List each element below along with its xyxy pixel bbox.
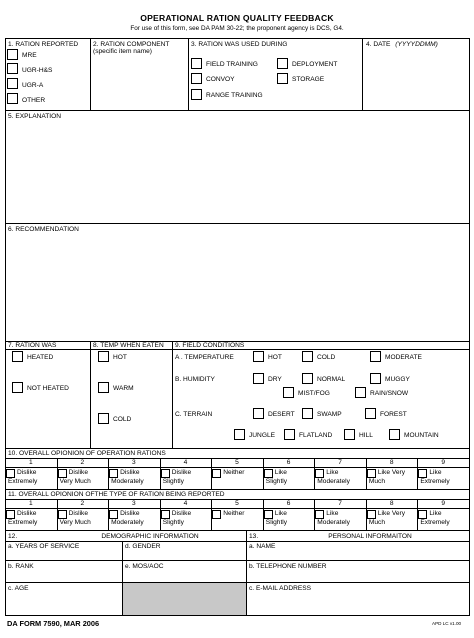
normal-label: NORMAL xyxy=(317,376,346,383)
cond-hot-checkbox[interactable] xyxy=(253,351,264,362)
dry-label: DRY xyxy=(268,376,282,383)
q11-number-7: 7 xyxy=(338,500,342,507)
block11-label: 11. OVERALL OPIONION OFTHE TYPE OF RATION BEING REPORTED xyxy=(8,491,225,498)
q11-option-7-checkbox[interactable] xyxy=(315,510,324,519)
q10-option-7-label1: Like xyxy=(326,469,339,476)
q10-option-6-checkbox[interactable] xyxy=(264,469,273,478)
block2-sublabel: (specific item name) xyxy=(93,48,152,55)
block5-label: 5. EXPLANATION xyxy=(8,113,62,120)
terrain-label: C. TERRAIN xyxy=(175,411,213,418)
q10-option-8-label2: Much xyxy=(368,478,386,485)
mos-aoc-label: e. MOS/AOC xyxy=(125,563,164,570)
flatland-checkbox[interactable] xyxy=(284,429,295,440)
q10-option-4-label1: Dislike xyxy=(171,469,192,476)
form-subtitle: For use of this form, see DA PAM 30-22; the proponent agency is DCS, G4. xyxy=(130,25,344,32)
ugr-a-label: UGR-A xyxy=(22,82,44,89)
temperature-label: A . TEMPERATURE xyxy=(175,354,234,361)
ration-component-field[interactable] xyxy=(91,56,187,109)
forest-label: FOREST xyxy=(380,411,407,418)
ugr-hs-checkbox[interactable] xyxy=(7,63,18,74)
q11-option-7-label1: Like xyxy=(326,510,339,517)
q10-option-9-label2: Extremely xyxy=(420,478,450,485)
other-label: OTHER xyxy=(22,97,46,104)
not-heated-label: NOT HEATED xyxy=(27,385,69,392)
ugr-a-checkbox[interactable] xyxy=(7,78,18,89)
q10-number-4: 4 xyxy=(183,459,188,466)
email-field[interactable] xyxy=(247,593,468,614)
hot-temp-label: HOT xyxy=(113,354,127,361)
rank-label: b. RANK xyxy=(8,563,34,570)
deployment-checkbox[interactable] xyxy=(277,58,288,69)
q10-number-9: 9 xyxy=(441,459,446,466)
q11-option-8-label1: Like Very xyxy=(377,510,406,517)
q11-option-7-label2: Moderately xyxy=(317,519,350,526)
years-of-service-label: a. YEARS OF SERVICE xyxy=(8,543,80,550)
name-label: a. NAME xyxy=(249,543,276,550)
muggy-checkbox[interactable] xyxy=(370,373,381,384)
dry-checkbox[interactable] xyxy=(253,373,264,384)
q11-number-1: 1 xyxy=(28,500,33,507)
q10-option-8-checkbox[interactable] xyxy=(367,469,376,478)
mist-fog-checkbox[interactable] xyxy=(283,387,294,398)
cold-temp-checkbox[interactable] xyxy=(98,413,109,424)
block9-label: 9. FIELD CONDITIONS xyxy=(175,342,245,349)
recommendation-field[interactable] xyxy=(6,234,469,340)
q11-option-9-label2: Extremely xyxy=(420,519,450,526)
hill-checkbox[interactable] xyxy=(344,429,355,440)
q10-option-6-label1: Like xyxy=(274,469,287,476)
q10-option-9-checkbox[interactable] xyxy=(418,469,427,478)
q10-number-2: 2 xyxy=(80,459,85,466)
rain-snow-label: RAIN/SNOW xyxy=(370,390,409,397)
block7-label: 7. RATION WAS xyxy=(8,342,57,349)
q10-option-1-label2: Extremely xyxy=(8,478,38,485)
convoy-checkbox[interactable] xyxy=(191,73,202,84)
q10-option-7-label2: Moderately xyxy=(317,478,350,485)
cond-cold-checkbox[interactable] xyxy=(302,351,313,362)
cold-temp-label: COLD xyxy=(113,416,132,423)
date-format-hint: (YYYYDDMM) xyxy=(395,41,438,48)
q11-option-8-label2: Much xyxy=(368,519,386,526)
q10-option-3-checkbox[interactable] xyxy=(109,469,118,478)
q10-number-7: 7 xyxy=(338,459,342,466)
q10-option-5-checkbox[interactable] xyxy=(212,469,221,478)
form-title: OPERATIONAL RATION QUALITY FEEDBACK xyxy=(140,13,334,23)
q11-option-9-checkbox[interactable] xyxy=(418,510,427,519)
q11-option-8-checkbox[interactable] xyxy=(367,510,376,519)
q10-option-2-label2: Very Much xyxy=(59,478,91,485)
hot-temp-checkbox[interactable] xyxy=(98,351,109,362)
q11-option-1-checkbox[interactable] xyxy=(6,510,15,519)
rank-field[interactable] xyxy=(6,571,121,581)
q11-number-8: 8 xyxy=(389,500,394,507)
right-border xyxy=(469,38,470,615)
form-version: APD LC v1.00 xyxy=(432,621,462,626)
block8-label: 8. TEMP WHEN EATEN xyxy=(93,342,164,349)
block1-label: 1. RATION REPORTED xyxy=(8,41,79,48)
mountain-label: MOUNTAIN xyxy=(404,432,439,439)
q10-option-4-label2: Slightly xyxy=(162,478,184,485)
field-training-checkbox[interactable] xyxy=(191,58,202,69)
q10-option-3-label1: Dislike xyxy=(120,469,140,476)
q11-option-6-label1: Like xyxy=(274,510,287,517)
age-label: c. AGE xyxy=(8,585,29,592)
q10-option-3-label2: Moderately xyxy=(111,478,144,485)
cond-hot-label: HOT xyxy=(268,354,282,361)
telephone-field[interactable] xyxy=(247,571,468,581)
storage-label: STORAGE xyxy=(292,76,325,83)
heated-checkbox[interactable] xyxy=(12,351,23,362)
mist-fog-label: MIST/FOG xyxy=(298,390,330,397)
q11-option-3-label2: Moderately xyxy=(111,519,144,526)
forest-checkbox[interactable] xyxy=(365,408,376,419)
storage-checkbox[interactable] xyxy=(277,73,288,84)
other-checkbox[interactable] xyxy=(7,93,18,104)
deployment-label: DEPLOYMENT xyxy=(292,61,338,68)
q11-option-3-checkbox[interactable] xyxy=(109,510,118,519)
block2-label: 2. RATION COMPONENT xyxy=(93,41,170,48)
telephone-label: b. TELEPHONE NUMBER xyxy=(249,563,327,570)
top-border xyxy=(5,38,470,39)
block10-label: 10. OVERALL OPIONION OF OPERATION RATIONS xyxy=(8,450,166,457)
mre-label: MRE xyxy=(22,52,37,59)
q11-option-4-checkbox[interactable] xyxy=(161,510,170,519)
swamp-checkbox[interactable] xyxy=(302,408,313,419)
email-label: c. E-MAIL ADDRESS xyxy=(249,585,312,592)
q10-option-7-checkbox[interactable] xyxy=(315,469,324,478)
q10-option-2-checkbox[interactable] xyxy=(58,469,67,478)
name-field[interactable] xyxy=(247,551,468,559)
shaded-cell xyxy=(123,583,246,615)
q11-option-2-label2: Very Much xyxy=(59,519,91,526)
q11-number-2: 2 xyxy=(80,500,85,507)
ugr-hs-label: UGR-H&S xyxy=(22,67,53,74)
q11-option-2-checkbox[interactable] xyxy=(58,510,67,519)
q10-number-1: 1 xyxy=(28,459,33,466)
q11-option-5-label1: Neither xyxy=(223,510,245,517)
q11-number-5: 5 xyxy=(235,500,239,507)
cond-moderate-label: MODERATE xyxy=(385,354,422,361)
q11-option-4-label2: Slightly xyxy=(162,519,184,526)
range-training-checkbox[interactable] xyxy=(191,89,202,100)
q11-option-5-checkbox[interactable] xyxy=(212,510,221,519)
demographic-title: DEMOGRAPHIC INFORMATION xyxy=(101,533,199,540)
q10-option-9-label1: Like xyxy=(429,469,442,476)
form-number: DA FORM 7590, MAR 2006 xyxy=(7,619,100,628)
jungle-label: JUNGLE xyxy=(249,432,276,439)
gender-field[interactable] xyxy=(123,551,245,559)
cond-moderate-checkbox[interactable] xyxy=(370,351,381,362)
q11-number-9: 9 xyxy=(441,500,446,507)
q10-option-6-label2: Slightly xyxy=(265,478,288,485)
q11-number-4: 4 xyxy=(183,500,188,507)
q10-number-6: 6 xyxy=(286,459,291,466)
rain-snow-checkbox[interactable] xyxy=(355,387,366,398)
mos-aoc-field[interactable] xyxy=(123,571,245,581)
explanation-field[interactable] xyxy=(6,121,469,223)
block6-label: 6. RECOMMENDATION xyxy=(8,226,79,233)
mountain-checkbox[interactable] xyxy=(389,429,400,440)
q11-option-9-label1: Like xyxy=(429,510,442,517)
humidity-label: B. HUMIDITY xyxy=(175,376,215,383)
flatland-label: FLATLAND xyxy=(299,432,333,439)
q10-option-8-label1: Like Very xyxy=(377,469,406,476)
q11-option-1-label2: Extremely xyxy=(8,519,38,526)
q11-option-3-label1: Dislike xyxy=(120,510,140,517)
personal-title: PERSONAL INFORMAITON xyxy=(328,533,412,540)
normal-checkbox[interactable] xyxy=(302,373,313,384)
date-field[interactable] xyxy=(363,50,468,109)
q10-option-1-checkbox[interactable] xyxy=(6,469,15,478)
q11-number-3: 3 xyxy=(132,500,136,507)
jungle-checkbox[interactable] xyxy=(234,429,245,440)
hill-label: HILL xyxy=(359,432,373,439)
years-of-service-field[interactable] xyxy=(6,551,121,559)
block4-label xyxy=(366,41,438,49)
not-heated-checkbox[interactable] xyxy=(12,382,23,393)
age-field[interactable] xyxy=(6,593,121,614)
warm-temp-label: WARM xyxy=(113,385,134,392)
bottom-border xyxy=(5,615,470,616)
q11-option-6-label2: Slightly xyxy=(265,519,288,526)
heated-label: HEATED xyxy=(27,354,54,361)
q10-option-5-label1: Neither xyxy=(223,469,245,476)
desert-checkbox[interactable] xyxy=(253,408,264,419)
swamp-label: SWAMP xyxy=(317,411,342,418)
q11-option-4-label1: Dislike xyxy=(171,510,192,517)
q10-option-2-label1: Dislike xyxy=(68,469,89,476)
q10-number-8: 8 xyxy=(389,459,394,466)
q11-option-2-label1: Dislike xyxy=(68,510,89,517)
q10-option-1-label1: Dislike xyxy=(17,469,37,476)
block12-label: 12. xyxy=(8,533,18,540)
desert-label: DESERT xyxy=(268,411,295,418)
q11-number-6: 6 xyxy=(286,500,291,507)
convoy-label: CONVOY xyxy=(206,76,235,83)
field-training-label: FIELD TRAINING xyxy=(206,61,258,68)
q11-option-1-label1: Dislike xyxy=(17,510,37,517)
q10-option-4-checkbox[interactable] xyxy=(161,469,170,478)
q11-option-6-checkbox[interactable] xyxy=(264,510,273,519)
block3-label: 3. RATION WAS USED DURING xyxy=(191,41,288,48)
date-label: 4. DATE xyxy=(366,41,391,48)
muggy-label: MUGGY xyxy=(385,376,410,383)
q10-number-3: 3 xyxy=(132,459,136,466)
cond-cold-label: COLD xyxy=(317,354,336,361)
gender-label: d. GENDER xyxy=(125,543,161,550)
range-training-label: RANGE TRAINING xyxy=(206,92,263,99)
warm-temp-checkbox[interactable] xyxy=(98,382,109,393)
block13-label: 13. xyxy=(249,533,259,540)
mre-checkbox[interactable] xyxy=(7,49,18,60)
q10-number-5: 5 xyxy=(235,459,239,466)
